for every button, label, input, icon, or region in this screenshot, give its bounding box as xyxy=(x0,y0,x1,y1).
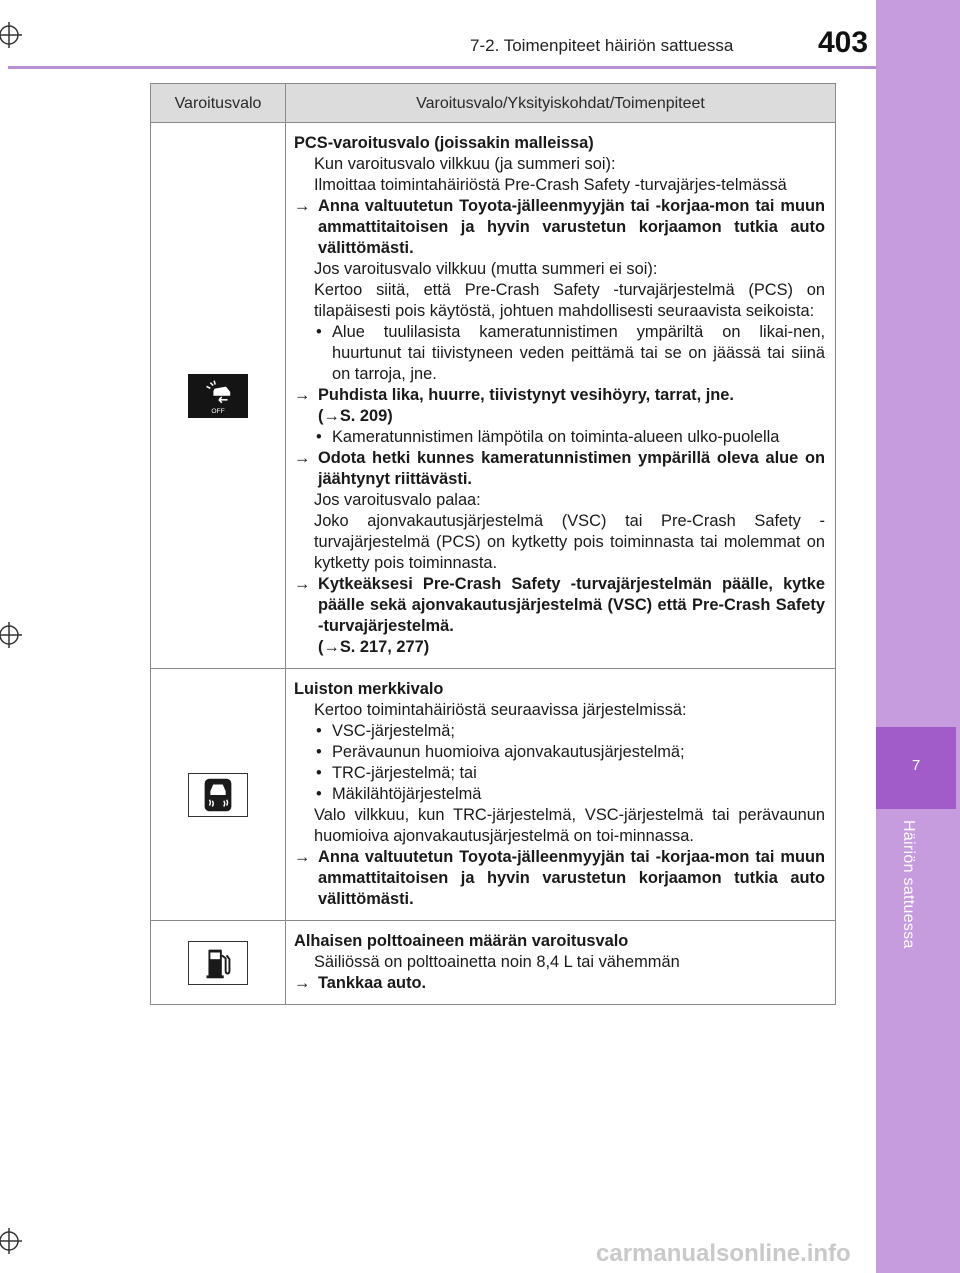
column-header-details: Varoitusvalo/Yksityiskohdat/Toimenpiteet xyxy=(286,84,836,123)
list-item: • TRC-järjestelmä; tai xyxy=(332,763,825,784)
pcs-condition-1-text: Ilmoittaa toimintahäiriöstä Pre-Crash Safety -turvajärjes-telmässä xyxy=(314,176,787,194)
pcs-action-4: → Kytkeäksesi Pre-Crash Safety -turvajärjestelmän päälle, kytke päälle sekä ajonvakautusjärjestelmä (VSC) että Pre-Crash Safety -turvajärjestelmä. (→S. 217, 277) xyxy=(294,575,825,656)
slip-action: → Anna valtuutetun Toyota-jälleenmyyjän tai -korjaa-mon tai muun ammattitaitoisen ja hyvin varustetun korjaamon tutkia auto välittömästi. xyxy=(294,848,825,908)
fuel-title: Alhaisen polttoaineen määrän varoitusvalo xyxy=(294,932,629,950)
fuel-pump-icon xyxy=(188,941,248,985)
table-row xyxy=(151,669,836,921)
slip-indicator-icon xyxy=(188,773,248,817)
crop-mark-icon xyxy=(0,1228,22,1254)
chapter-strip xyxy=(876,0,960,1273)
pcs-off-caption: OFF xyxy=(211,407,225,415)
table-header-row xyxy=(151,84,836,123)
arrow-icon: → xyxy=(294,848,311,866)
arrow-icon: → xyxy=(294,974,311,992)
pcs-details xyxy=(286,123,836,669)
arrow-icon: → xyxy=(294,386,311,404)
fuel-text: Säiliössä on polttoainetta noin 8,4 L tai vähemmän xyxy=(314,953,680,971)
header-rule xyxy=(8,66,876,69)
pcs-action-2: → Puhdista lika, huurre, tiivistynyt vesihöyry, tarrat, jne. (→S. 209) xyxy=(294,386,734,425)
slip-icon-cell xyxy=(151,669,286,921)
pcs-title: PCS-varoitusvalo (joissakin malleissa) xyxy=(294,134,594,152)
page-number: 403 xyxy=(818,26,869,59)
column-header-light: Varoitusvalo xyxy=(151,84,286,123)
page-reference: (→S. 209) xyxy=(318,407,393,425)
slip-text-1: Kertoo toimintahäiriöstä seuraavissa järjestelmissä: xyxy=(314,701,687,719)
chapter-number: 7 xyxy=(911,757,921,774)
table-row xyxy=(151,921,836,1005)
watermark: carmanualsonline.info xyxy=(596,1240,851,1267)
pcs-icon-cell xyxy=(151,123,286,669)
pcs-condition-1: Kun varoitusvalo vilkkuu (ja summeri soi): xyxy=(314,155,616,173)
crop-mark-icon xyxy=(0,22,22,48)
pcs-cause-2: • Kameratunnistimen lämpötila on toiminta-alueen ulko-puolella xyxy=(332,427,825,448)
warning-lights-table xyxy=(150,83,836,1005)
page-reference: (→S. 217, 277) xyxy=(318,638,430,656)
list-item: • VSC-järjestelmä; xyxy=(332,721,825,742)
pcs-condition-2-text: Kertoo siitä, että Pre-Crash Safety -turvajärjestelmä (PCS) on tilapäisesti pois käytöstä, johtuen mahdollisesti seuraavista seikoista: xyxy=(314,281,825,320)
chapter-tab xyxy=(876,727,956,809)
pcs-cause-1: • Alue tuulilasista kameratunnistimen ympäriltä on likai-nen, huurtunut tai tiivistyneen veden peittämä tai se on jäässä tai siinä on tarroja, jne. xyxy=(332,322,825,385)
slip-details xyxy=(286,669,836,921)
pcs-warning-icon xyxy=(188,374,248,418)
arrow-icon: → xyxy=(294,575,311,593)
chapter-label: Häiriön sattuessa xyxy=(900,820,917,949)
slip-text-2: Valo vilkkuu, kun TRC-järjestelmä, VSC-järjestelmä tai perävaunun huomioiva ajonvakautusjärjestelmä on toi-minnassa. xyxy=(314,806,825,845)
fuel-icon-cell xyxy=(151,921,286,1005)
pcs-condition-3: Jos varoitusvalo palaa: xyxy=(314,491,481,509)
slip-title: Luiston merkkivalo xyxy=(294,680,444,698)
pcs-action-1: → Anna valtuutetun Toyota-jälleenmyyjän tai -korjaa-mon tai muun ammattitaitoisen ja hyvin varustetun korjaamon tutkia auto välittömästi. xyxy=(294,197,825,257)
fuel-action: → Tankkaa auto. xyxy=(294,974,427,992)
crop-mark-icon xyxy=(0,622,22,648)
table-row xyxy=(151,123,836,669)
list-item: • Perävaunun huomioiva ajonvakautusjärjestelmä; xyxy=(332,742,825,763)
pcs-condition-2: Jos varoitusvalo vilkkuu (mutta summeri ei soi): xyxy=(314,260,658,278)
pcs-condition-3-text: Joko ajonvakautusjärjestelmä (VSC) tai Pre-Crash Safety -turvajärjestelmä (PCS) on kytketty pois toiminnasta tai molemmat on kytketty pois toiminnasta. xyxy=(314,512,825,572)
arrow-icon: → xyxy=(294,449,311,467)
section-title: 7-2. Toimenpiteet häiriön sattuessa xyxy=(470,36,734,55)
fuel-details xyxy=(286,921,836,1005)
pcs-action-3: → Odota hetki kunnes kameratunnistimen ympärillä oleva alue on jäähtynyt riittävästi. xyxy=(294,449,825,488)
list-item: • Mäkilähtöjärjestelmä xyxy=(332,784,825,805)
arrow-icon: → xyxy=(294,197,311,215)
